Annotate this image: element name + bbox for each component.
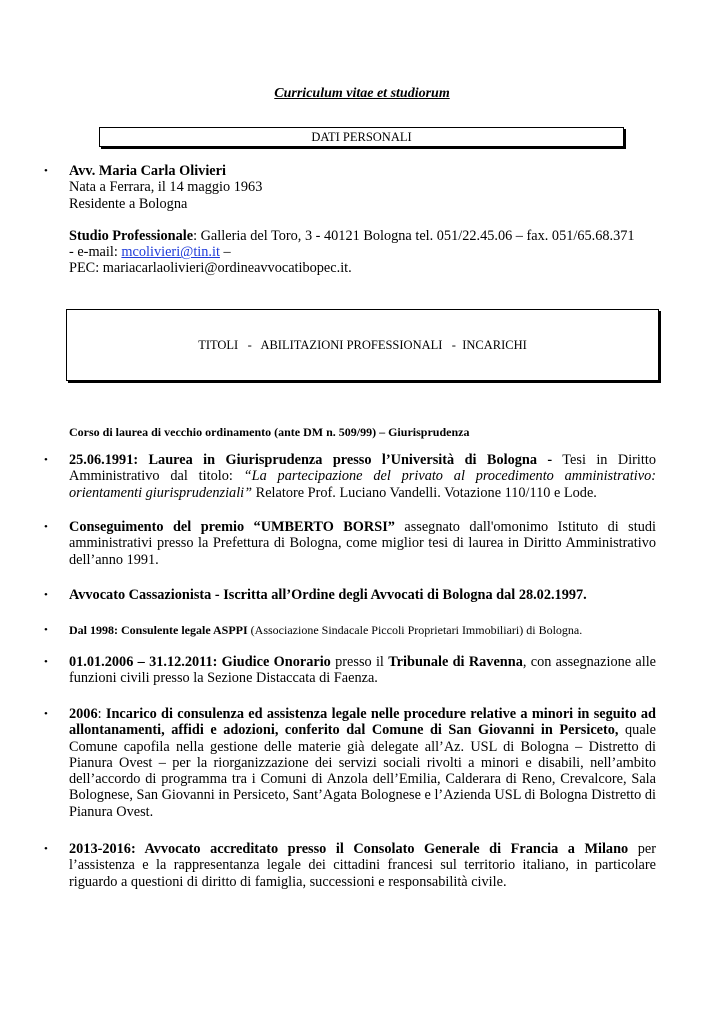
thesis-title: “La partecipazione del privato al procedimento amministrativo: orientamenti giurisprudenziali” xyxy=(69,468,656,501)
course-heading xyxy=(69,424,656,440)
bullet: • xyxy=(44,843,48,855)
document-title: Curriculum vitae et studiorum xyxy=(274,86,450,101)
email-link[interactable]: mcolivieri@tin.it xyxy=(121,244,220,261)
pec-address: PEC: mariacarlaolivieri@ordineavvocatibopec.it. xyxy=(69,260,352,277)
consulting-details: quale Comune capofila nella gestione delle materie già delegate all’Az. USL di Bologna – Distretto di Pianura Ovest – per la riorganizzazione dei servizi sociali rivolti a minori e disabili, nell’ambito dell’accordo di programma tra i Comuni di Anzola dell’Emilia, Calderara di Reno, Crevalcore, Sala Bolognese, San Giovanni in Persiceto, Sant’Agata Bolognese e l’Azienda USL di Bologna Distretto di Pianura Ovest. xyxy=(69,722,656,820)
judge-text: presso il xyxy=(330,654,389,670)
residence-info: Residente a Bologna xyxy=(69,195,188,212)
list-item-honorary-judge xyxy=(69,654,656,687)
person-name: Avv. Maria Carla Olivieri xyxy=(69,163,226,179)
consulate-details: per l’assistenza e la rappresentanza legale dei cittadini francesi sul territorio italiano, in particolare riguardo a questioni di diritto di famiglia, successioni e responsabilità civile. xyxy=(69,841,656,890)
degree-title: 25.06.1991: Laurea in Giurisprudenza presso l’Università di Bologna - xyxy=(69,452,553,468)
bullet: • xyxy=(44,708,48,720)
email-prefix: - e-mail: xyxy=(69,244,122,261)
email-suffix: – xyxy=(219,244,231,261)
consulate-title: 2013-2016: Avvocato accreditato presso il Consolato Generale di Francia a Milano xyxy=(69,841,629,857)
birth-info: Nata a Ferrara, il 14 maggio 1963 xyxy=(69,179,263,196)
bullet: • xyxy=(44,624,48,636)
consulting-sep: : xyxy=(97,706,106,722)
list-item-bar-admission xyxy=(69,587,656,603)
bullet: • xyxy=(44,165,48,177)
section-header-titles: TITOLI - ABILITAZIONI PROFESSIONALI - INCARICHI xyxy=(66,309,659,381)
judge-period: 01.01.2006 – 31.12.2011: Giudice Onorario xyxy=(69,654,331,670)
bullet: • xyxy=(44,589,48,601)
bullet: • xyxy=(44,521,48,533)
bar-admission-text: Avvocato Cassazionista - Iscritta all’Ordine degli Avvocati di Bologna dal 28.02.1997. xyxy=(69,587,587,603)
list-item-degree xyxy=(69,452,656,501)
degree-text: Tesi in Diritto Amministrativo dal titolo: xyxy=(69,452,656,485)
bullet: • xyxy=(44,454,48,466)
list-item-asppi xyxy=(69,622,656,638)
consulting-title: Incarico di consulenza ed assistenza legale nelle procedure relative a minori in seguito ad allontanamenti, affidi e adozioni, conferito dal Comune di San Giovanni in Persiceto, xyxy=(69,706,657,739)
section-header-personal-data: DATI PERSONALI xyxy=(99,127,624,147)
consulting-year: 2006 xyxy=(69,706,98,722)
asppi-title: Dal 1998: Consulente legale ASPPI xyxy=(69,623,248,637)
course-heading-text: Corso di laurea di vecchio ordinamento (ante DM n. 509/99) – Giurisprudenza xyxy=(69,425,470,439)
list-item-consulting xyxy=(69,706,656,820)
studio-address: : Galleria del Toro, 3 - 40121 Bologna tel. 051/22.45.06 – fax. 051/65.68.371 xyxy=(193,227,635,244)
tribunal-name: Tribunale di Ravenna xyxy=(388,654,523,670)
degree-details: Relatore Prof. Luciano Vandelli. Votazione 110/110 e Lode. xyxy=(252,484,597,501)
asppi-text: (Associazione Sindacale Piccoli Proprietari Immobiliari) di Bologna. xyxy=(247,623,583,637)
award-title: Conseguimento del premio “UMBERTO BORSI” xyxy=(69,519,395,535)
award-text: assegnato dall'omonimo Istituto di studi amministrativi presso la Prefettura di Bologna, come miglior tesi di laurea in Diritto Amministrativo dell’anno 1991. xyxy=(69,519,656,568)
bullet: • xyxy=(44,656,48,668)
judge-details: , con assegnazione alle funzioni civili presso la Sezione Distaccata di Faenza. xyxy=(69,654,657,687)
studio-label: Studio Professionale xyxy=(69,227,194,244)
personal-data-block xyxy=(69,163,656,277)
list-item-award xyxy=(69,519,656,568)
list-item-consulate xyxy=(69,841,656,890)
